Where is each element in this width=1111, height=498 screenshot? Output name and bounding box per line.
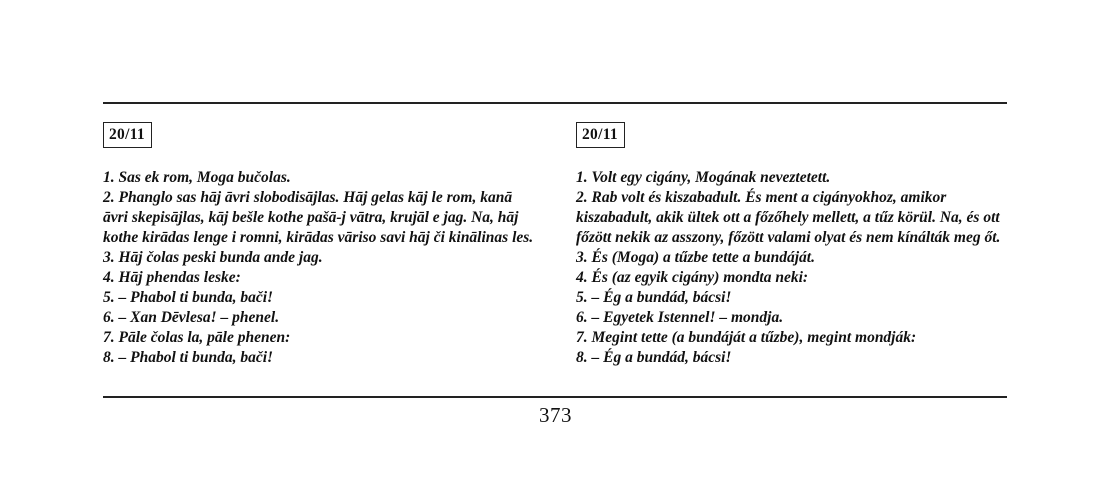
- text-line: 7. Pāle čolas la, pāle phenen:: [103, 329, 291, 346]
- hungarian-text-column: [576, 122, 1009, 368]
- romani-lines: [103, 168, 536, 368]
- text-line: 4. És (az egyik cigány) mondta neki:: [576, 269, 809, 286]
- text-line: 3. És (Moga) a tűzbe tette a bundáját.: [576, 249, 815, 266]
- text-line: 8. – Phabol ti bunda, bači!: [103, 349, 274, 366]
- text-line: 1. Sas ek rom, Moga bučolas.: [103, 169, 291, 186]
- hungarian-lines: [576, 168, 1009, 368]
- text-line: 8. – Ég a bundád, bácsi!: [576, 349, 732, 366]
- text-line: 5. – Ég a bundád, bácsi!: [576, 289, 732, 306]
- text-line: 4. Hāj phendas leske:: [103, 269, 241, 286]
- text-code-box: 20/11: [576, 122, 625, 148]
- text-code-box: 20/11: [103, 122, 152, 148]
- text-line: 2. Phanglo sas hāj āvri slobodisājlas. Hāj gelas kāj le rom, kanā āvri skepisājlas, kāj bešle kothe pašā-j vātra, krujāl e jag. Na, hāj kothe kirādas lenge i romni, kirādas vāriso savi hāj či kinālinas les.: [103, 189, 534, 246]
- page-number: 373: [539, 403, 572, 427]
- romani-text-column: [103, 122, 536, 368]
- text-line: 5. – Phabol ti bunda, bači!: [103, 289, 274, 306]
- top-rule: [103, 102, 1007, 104]
- bottom-rule: [103, 396, 1007, 398]
- text-line: 7. Megint tette (a bundáját a tűzbe), megint mondják:: [576, 329, 917, 346]
- text-line: 6. – Egyetek Istennel! – mondja.: [576, 309, 784, 326]
- text-line: 2. Rab volt és kiszabadult. És ment a cigányokhoz, amikor kiszabadult, akik ültek ott a főzőhely mellett, a tűz körül. Na, és ott főzött nekik az asszony, főzött valami olyat és nem kínálták meg őt.: [576, 189, 1001, 246]
- text-line: 1. Volt egy cigány, Mogának neveztetett.: [576, 169, 831, 186]
- text-line: 3. Hāj čolas peski bunda ande jag.: [103, 249, 323, 266]
- text-line: 6. – Xan Dēvlesa! – phenel.: [103, 309, 280, 326]
